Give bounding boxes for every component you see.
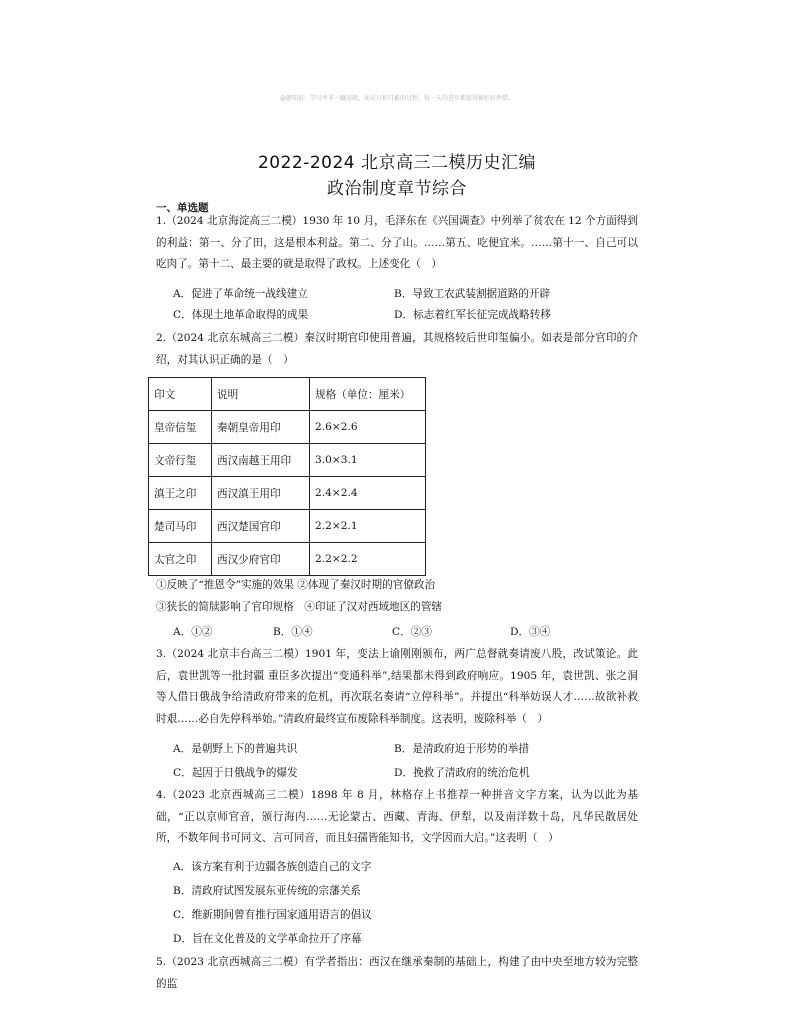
table-cell: 2.2×2.2 [310,543,426,576]
table-row [149,411,426,444]
table-cell: 文帝行玺 [149,444,212,477]
q2-option-d: D．③④ [510,626,551,638]
q3-option-c: C．起因于日俄战争的爆发 [173,767,298,779]
table-cell: 3.0×3.1 [310,444,426,477]
table-cell: 西汉少府官印 [212,543,310,576]
q3-option-a: A．是朝野上下的普遍共识 [173,743,298,755]
table-cell: 滇王之印 [149,477,212,510]
q4-option-b: B．清政府试图发展东亚传统的宗藩关系 [173,885,361,897]
document-subtitle: 政治制度章节综合 [327,179,467,199]
seal-table [148,377,426,576]
q4-option-c: C．维新期间曾有推行国家通用语言的倡议 [173,909,372,921]
document-title: 2022-2024 北京高三二模历史汇编 [257,153,537,173]
table-cell: 西汉滇王用印 [212,477,310,510]
table-row [149,477,426,510]
q2-option-c: C．②③ [392,626,432,638]
q1-option-d: D．标志着红军长征完成战略转移 [394,309,551,321]
table-cell: 西汉楚国官印 [212,510,310,543]
table-header-cell: 印文 [149,378,212,411]
table-header-cell: 规格（单位：厘米） [310,378,426,411]
q2-statements-line-2: ③狭长的简牍影响了官印规格 ④印证了汉对西域地区的管辖 [156,601,443,613]
table-cell: 楚司马印 [149,510,212,543]
table-cell: 2.4×2.4 [310,477,426,510]
q1-option-c: C．体现土地革命取得的成果 [173,309,309,321]
q4-option-d: D．旨在文化普及的文学革命拉开了序幕 [173,933,362,945]
q4-option-a: A．该方案有利于边疆各族创造自己的文字 [173,861,372,873]
table-header-cell: 说明 [212,378,310,411]
table-cell: 太官之印 [149,543,212,576]
q3-option-d: D．挽救了清政府的统治危机 [394,767,530,779]
q1-option-a: A．促进了革命统一战线建立 [173,288,308,300]
q2-option-a: A．①② [173,626,213,638]
table-header-row [149,378,426,411]
question-3-text: 3.（2024 北京丰台高三二模）1901 年，变法上谕刚刚颁布，两广总督就奏请废八股，改试策论。此后，袁世凯等一批封疆 重臣多次提出“变通科举”,结果都未得到政府响应。1905 年，袁世凯、张之洞等人借日俄战争给清政府带来的危机，再次联名奏请“立停科举”。并提出“科举妨误人才……故欲补救时艰……必自先停科举始。”清政府最终宣布废除科举制度。这表明，废除科举（ ） [156,648,638,725]
table-cell: 皇帝信玺 [149,411,212,444]
table-row [149,444,426,477]
table-cell: 西汉南越王用印 [212,444,310,477]
q2-statements-line-1: ①反映了“推恩令”实施的效果 ②体现了秦汉时期的官僚政治 [156,579,436,591]
table-cell: 2.6×2.6 [310,411,426,444]
q2-option-b: B．①④ [273,626,313,638]
question-2-text: 2.（2024 北京东城高三二模）秦汉时期官印使用普遍，其规格较后世印玺偏小。如表是部分官印的介绍，对其认识正确的是（ ） [156,332,638,366]
table-row [149,543,426,576]
table-cell: 秦朝皇帝用印 [212,411,310,444]
q1-option-b: B．导致工农武装割据道路的开辟 [394,288,551,300]
section-heading: 一、单选题 [156,202,209,214]
question-1-text: 1.（2024 北京海淀高三二模）1930 年 10 月，毛泽东在《兴国调查》中列举了贫农在 12 个方面得到的利益：第一、分了田，这是根本利益。第二、分了山。……第五、吃便宜米。……第十一、自己可以吃肉了。第十二、最主要的就是取得了政权。上述变化（ ） [156,215,638,270]
table-row [149,510,426,543]
question-4-text: 4.（2023 北京西城高三二模）1898 年 8 月，林格存上书推荐一种拼音文字方案，认为以此为基础，“正以京师官音，颁行海内……无论蒙古、西藏、青海、伊犁，以及南洋数十岛，凡华民散居处所，不数年间书可同文、言可同音，而且妇孺皆能知书，文学因而大启。”这表明（ ） [156,789,638,844]
q3-option-b: B．是清政府迫于形势的举措 [394,743,529,755]
question-5-text: 5.（2023 北京西城高三二模）有学者指出：西汉在继承秦制的基础上，构建了由中央至地方较为完整的监 [156,956,638,990]
table-cell: 2.2×2.1 [310,510,426,543]
watermark: @趣知识：学习并非一蹴而就，而是日积月累的过程，每一天的进步都值得被好好珍惜。 [279,95,514,102]
